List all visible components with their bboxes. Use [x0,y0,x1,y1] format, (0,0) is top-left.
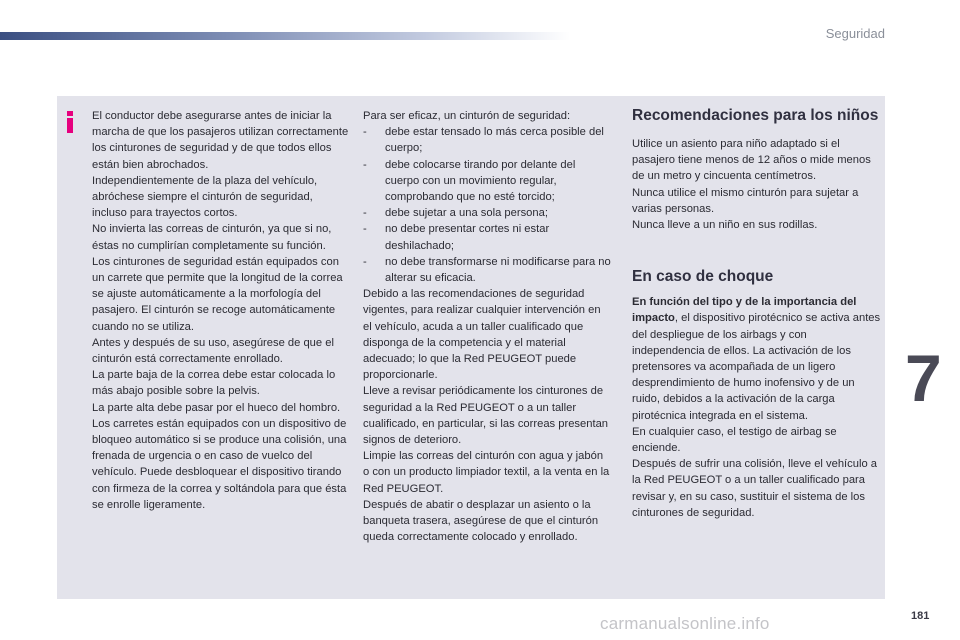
paragraph: El conductor debe asegurarse antes de iniciar la marcha de que los pasajeros utilizan correctamente los cinturones de seguridad y de que todos ellos están bien abrochados. [92,110,349,171]
paragraph-text: , el dispositivo pirotécnico se activa antes del despliegue de los airbags y con independencia de ellos. La activación de los pretensores va acompañada de un ligero desprendimiento de humo inofensivo y de un ruido, debidos a la activación de la carga pirotécnica integrada en el sistema. [632,312,881,422]
paragraph: Lleve a revisar periódicamente los cinturones de seguridad a la Red PEUGEOT o a un taller cualificado, en particular, si las correas presentan signos de deterioro. [363,385,609,447]
bold-lead-text: En función del tipo y de la importancia del impacto [632,296,857,325]
paragraph: Limpie las correas del cinturón con agua y jabón o con un producto limpiador textil, a la venta en la Red PEUGEOT. [363,450,610,495]
paragraph: Los cinturones de seguridad están equipados con un carrete que permite que la longitud de la correa se ajuste automáticamente a la morfología del pasajero. El cinturón se recoge automáticamente cuando no se utiliza. [92,255,343,333]
dash-marker: - [363,207,367,220]
dash-marker: - [363,158,367,171]
paragraph: En cualquier caso, el testigo de airbag se enciende. [632,425,837,455]
info-icon-dot [67,111,73,116]
paragraph-crash-intro [632,294,882,424]
paragraph: La parte baja de la correa debe estar colocada lo más abajo posible sobre la pelvis. [92,369,336,398]
paragraph: Debido a las recomendaciones de seguridad vigentes, para realizar cualquier intervención en el vehículo, acuda a un taller cualificado que disponga de la competencia y el material adecuado; lo que la Red PEUGEOT puede proporcionarle. [363,288,601,382]
paragraph: Nunca lleve a un niño en sus rodillas. [632,219,818,232]
list-item [363,205,611,221]
list-item [363,157,611,206]
dash-marker: - [363,223,367,236]
paragraph: No invierta las correas de cinturón, ya que si no, éstas no cumplirían completamente su función. [92,223,332,252]
paragraph: Antes y después de su uso, asegúrese de que el cinturón está correctamente enrollado. [92,336,334,366]
intro-text: Para ser eficaz, un cinturón de seguridad: [363,110,571,122]
list-item-text: debe estar tensado lo más cerca posible del cuerpo; [385,126,604,155]
dash-marker: - [363,126,367,139]
list-item-text: no debe transformarse ni modificarse para no alterar su eficacia. [385,255,611,285]
page-number: 181 [911,610,930,622]
heading-children: Recomendaciones para los niños [632,107,879,124]
column-driver-info [92,108,350,513]
list-item [363,124,611,156]
list-item [363,254,611,286]
dash-marker: - [363,255,367,268]
chapter-number: 7 [905,341,942,415]
watermark: carmanualsonline.info [600,614,770,633]
info-icon-stem [67,118,73,133]
list-item [363,221,611,253]
paragraph: Independientemente de la plaza del vehículo, abróchese siempre el cinturón de seguridad, incluso para trayectos cortos. [92,174,318,220]
column-belt-efficacy [363,108,611,545]
header-gradient-bar [0,32,570,40]
list-item-text: no debe presentar cortes ni estar deshilachado; [385,223,550,252]
paragraph: Después de abatir o desplazar un asiento o la banqueta trasera, asegúrese de que el cinturón queda correctamente colocado y enrollado. [363,498,599,544]
section-title: Seguridad [825,26,885,41]
paragraph: Utilice un asiento para niño adaptado si el pasajero tiene menos de 12 años o mide menos de un metro y cincuenta centímetros. [632,138,871,183]
heading-crash: En caso de choque [632,268,774,286]
column-children-crash [632,108,882,521]
list-item-text: debe sujetar a una sola persona; [385,207,548,220]
paragraph: Nunca utilice el mismo cinturón para sujetar a varias personas. [632,186,859,215]
paragraph: Después de sufrir una colisión, lleve el vehículo a la Red PEUGEOT o a un taller cualificado para revisar y, en su caso, sustituir el sistema de los cinturones de seguridad. [632,458,878,519]
list-item-text: debe colocarse tirando por delante del cuerpo con un movimiento regular, comprobando que no esté torcido; [385,158,576,204]
info-icon [61,111,79,133]
paragraph: La parte alta debe pasar por el hueco del hombro. [92,401,341,414]
paragraph: Los carretes están equipados con un dispositivo de bloqueo automático si se produce una colisión, una frenada de urgencia o en caso de vuelco del vehículo. Puede desbloquear el dispositivo tirando con firmeza de la correa y soltándola para que ésta se enrolle ligeramente. [92,417,347,511]
